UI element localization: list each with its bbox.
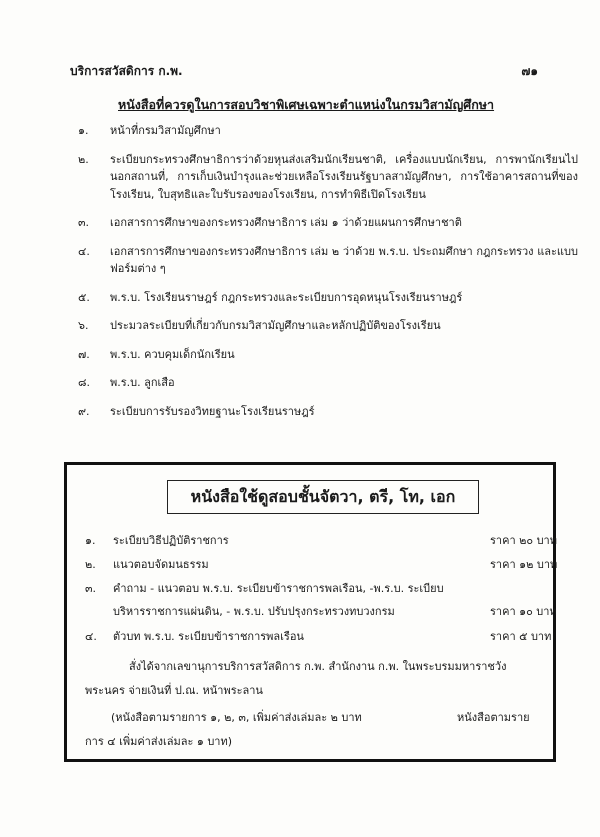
book-price: ราคา ๒๐ บาท [490, 534, 557, 547]
list-item [78, 122, 578, 140]
list-item [78, 243, 578, 278]
list-item [78, 317, 578, 335]
book-number: ๒. [85, 558, 96, 571]
item-number: ๓. [78, 216, 90, 229]
list-item [78, 151, 578, 204]
list-item [78, 374, 578, 392]
reading-list [78, 122, 578, 431]
book-number: ๔. [85, 630, 97, 643]
running-header: บริการสวัสดิการ ก.พ. [70, 64, 183, 78]
item-text: ระเบียบกระทรวงศึกษาธิการว่าด้วยหุนส่งเสริมนักเรียนชาติ, เครื่องแบบนักเรียน, การพานักเรียนไปนอกสถานที่, การเก็บเงินบำรุงและช่วยเหลือโรงเรียนรัฐบาลสามัญศึกษา, การใช้อาคารสถานที่ของโรงเรียน, ใบสุทธิและใบรับรองของโรงเรียน, การทำพิธีเปิดโรงเรียน [110, 152, 578, 201]
list-item [78, 214, 578, 232]
item-text: พ.ร.บ. ลูกเสือ [110, 376, 175, 389]
box-title: หนังสือใช้ดูสอบชั้นจัตวา, ตรี, โท, เอก [167, 480, 479, 514]
item-number: ๗. [78, 347, 90, 361]
item-text: เอกสารการศึกษาของกระทรวงศึกษาธิการ เล่ม ๑ ว่าด้วยแผนการศึกษาชาติ [110, 216, 462, 229]
book-order-box [64, 462, 556, 762]
shipping-note-end: การ ๔ เพิ่มค่าส่งเล่มละ ๑ บาท) [85, 735, 233, 748]
item-number: ๖. [78, 319, 89, 332]
shipping-note: (หนังสือตามรายการ ๑, ๒, ๓, เพิ่มค่าส่งเล่มละ ๒ บาท [111, 711, 362, 724]
book-number: ๓. [85, 582, 97, 595]
book-title-continued: บริหารราชการแผ่นดิน, - พ.ร.บ. ปรับปรุงกระทรวงทบวงกรม [113, 605, 395, 618]
item-number: ๒. [78, 152, 89, 166]
book-price: ราคา ๕ บาท [490, 630, 552, 643]
item-text: ระเบียบการรับรองวิทยฐานะโรงเรียนราษฎร์ [110, 404, 315, 418]
item-number: ๘. [78, 376, 90, 389]
book-number: ๑. [85, 534, 96, 547]
shipping-note-continued: หนังสือตามราย [457, 711, 530, 724]
item-number: ๕. [78, 290, 90, 304]
book-title: แนวตอบจัดมนธรรม [113, 558, 209, 571]
list-item [78, 289, 578, 307]
item-text: พ.ร.บ. โรงเรียนราษฎร์ กฎกระทรวงและระเบียบการอุดหนุนโรงเรียนราษฎร์ [110, 290, 463, 304]
list-item [78, 403, 578, 421]
book-price: ราคา ๑๒ บาท [490, 558, 558, 571]
order-instructions: สั่งได้จากเลขานุการบริการสวัสดิการ ก.พ. สำนักงาน ก.พ. ในพระบรมมหาราชวัง [129, 660, 507, 673]
list-item [78, 346, 578, 364]
page-title: หนังสือที่ควรดูในการสอบวิชาพิเศษเฉพาะตำแหน่งในกรมวิสามัญศึกษา [118, 97, 495, 112]
item-number: ๑. [78, 124, 89, 137]
book-title: ตัวบท พ.ร.บ. ระเบียบข้าราชการพลเรือน [113, 630, 304, 643]
item-number: ๙. [78, 404, 90, 418]
book-price: ราคา ๑๐ บาท [490, 605, 557, 618]
item-text: ประมวลระเบียบที่เกี่ยวกับกรมวิสามัญศึกษาและหลักปฏิบัติของโรงเรียน [110, 319, 441, 332]
book-title: คำถาม - แนวตอบ พ.ร.บ. ระเบียบข้าราชการพลเรือน, -พ.ร.บ. ระเบียบ [113, 582, 444, 595]
book-title: ระเบียบวิธีปฏิบัติราชการ [113, 534, 229, 547]
item-text: หน้าที่กรมวิสามัญศึกษา [110, 124, 221, 137]
page-number: ๗๑ [521, 64, 538, 78]
order-instructions-continued: พระนคร จ่ายเงินที่ ป.ณ. หน้าพระลาน [85, 684, 263, 697]
item-number: ๔. [78, 244, 90, 258]
item-text: เอกสารการศึกษาของกระทรวงศึกษาธิการ เล่ม ๒ ว่าด้วย พ.ร.บ. ประถมศึกษา กฎกระทรวง และแบบฟอร์มต่าง ๆ [110, 244, 578, 275]
item-text: พ.ร.บ. ควบคุมเด็กนักเรียน [110, 347, 235, 361]
